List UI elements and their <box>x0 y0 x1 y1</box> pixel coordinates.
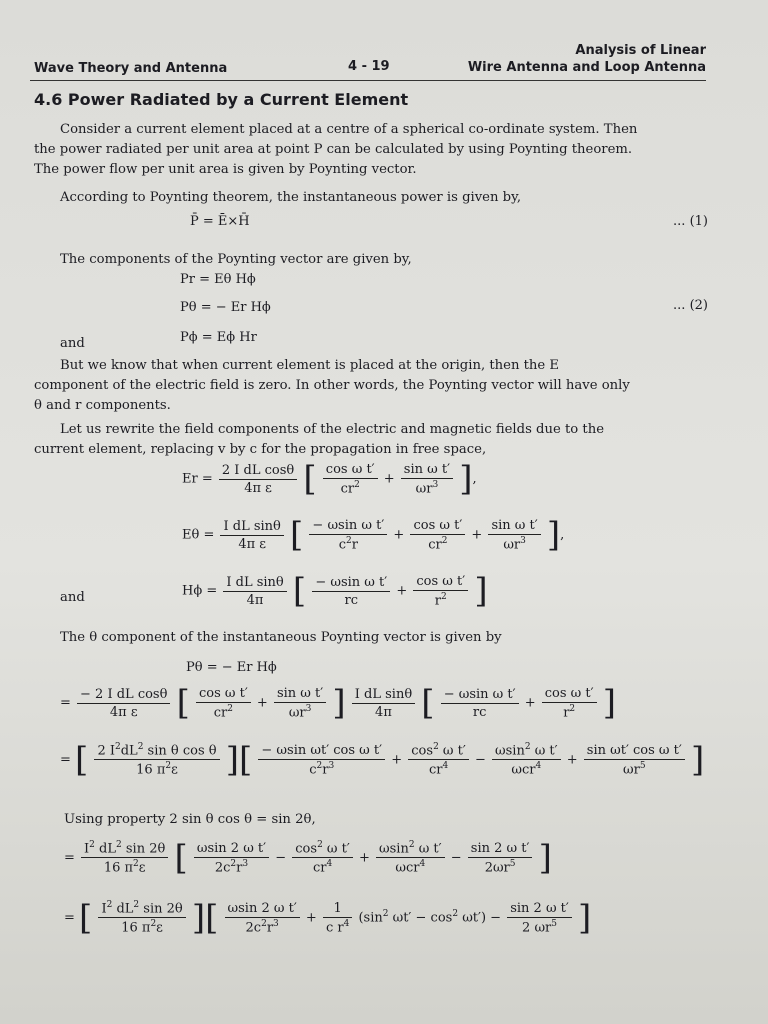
expansion-line-1: = $\frac{\text{− 2 I dL cosθ}}{\text{4π ε}}$ [ $\frac{\text{cos ω t′}}{cr^2}$ + $\frac{\text{sin ω t′}}{\omega r^3}$ ] $\frac{\text{I dL sinθ}}{4\pi}$ [ $\frac{\text{− ωsin ω t′}}{rc}$ + $\frac{\text{cos ω t′}}{r^2}$ ] <box>60 683 616 724</box>
and-label: and <box>60 336 85 351</box>
fraction: $\frac{\text{I dL sinθ}}{4\pi}$ <box>223 575 286 608</box>
paragraph-line: Using property 2 sin θ cos θ = sin 2θ, <box>64 812 316 827</box>
fraction: $\frac{\text{sin 2 ω t′}}{2\omega r^5}$ <box>468 841 533 875</box>
fraction: $\frac{\text{sin 2 ω t′}}{2 \omega r^5}$ <box>507 901 572 935</box>
expansion-line-4: = [ $\frac{I^2 dL^2 \sin 2\theta}{16 \pi^2\varepsilon}$ ][ $\frac{\text{ωsin 2 ω t′}}{2c^2r^3}$ + $\frac{1}{c r^4}$ ($\sin^2$ $\omega t' - \cos^2 \omega t'$) − $\frac{\text{sin 2 ω t′}}{2 \omega r^5}$ ] <box>64 897 592 938</box>
fraction: $\frac{1}{c r^4}$ <box>323 901 352 935</box>
fraction: $\frac{\cos^2 \omega t'}{cr^4}$ <box>292 840 353 876</box>
fraction: $\frac{\text{2 I dL cosθ}}{\text{4π ε}}$ <box>219 463 297 496</box>
equation-number-2: ... (2) <box>673 298 708 313</box>
fraction: $\frac{2 I^2dL^2 \sin \theta \cos \theta}{16 \pi^2\varepsilon}$ <box>94 742 219 778</box>
equation-number-1: ... (1) <box>673 214 708 229</box>
page-header <box>30 34 706 81</box>
equation-pphi: Pϕ = Eϕ Hr <box>180 330 257 345</box>
fraction: $\frac{I^2 dL^2 \sin 2\theta}{16 \pi^2\varepsilon}$ <box>98 900 185 936</box>
chapter-title <box>468 42 706 76</box>
fraction: $\frac{\text{− ωsin ω t′}}{rc}$ <box>312 575 390 608</box>
fraction: $\frac{\text{sin ωt′ cos ω t′}}{\omega r^5}$ <box>584 743 685 777</box>
paragraph-line: component of the electric field is zero. In other words, the Poynting vector will have only <box>34 378 630 393</box>
fraction: $\frac{\text{− ωsin ω t′}}{rc}$ <box>441 687 519 720</box>
paragraph-line: Let us rewrite the field components of the electric and magnetic fields due to the <box>60 422 605 437</box>
fraction: $\frac{\text{I dL sinθ}}{\text{4π ε}}$ <box>220 519 283 552</box>
equation-pr: Pr = Eθ Hϕ <box>180 272 256 287</box>
paragraph-line: current element, replacing v by c for the propagation in free space, <box>34 442 487 457</box>
fraction: $\frac{\text{sin ω t′}}{\omega r^3}$ <box>401 462 453 496</box>
paragraph-line: But we know that when current element is placed at the origin, then the E <box>60 358 560 373</box>
fraction: $\frac{\text{I dL sinθ}}{4\pi}$ <box>352 687 415 720</box>
fraction: $\frac{\text{cos ω t′}}{cr^2}$ <box>323 462 378 496</box>
paragraph-line: the power radiated per unit area at point P can be calculated by using Poynting theorem. <box>34 142 633 157</box>
paragraph-line: The components of the Poynting vector are given by, <box>60 252 412 267</box>
hphi-equation: Hϕ = $\frac{\text{I dL sinθ}}{4\pi}$ [ $\frac{\text{− ωsin ω t′}}{rc}$ + $\frac{\text{cos ω t′}}{r^2}$ ] <box>182 571 488 612</box>
fraction: $\frac{\text{− ωsin ωt′ cos ω t′}}{c^2r^3}$ <box>258 743 385 777</box>
paragraph-line: The power flow per unit area is given by Poynting vector. <box>34 162 417 177</box>
paragraph-line: According to Poynting theorem, the instantaneous power is given by, <box>60 190 522 205</box>
fraction: $\frac{\text{− ωsin ω t′}}{c^2r}$ <box>309 518 387 552</box>
fraction: $\frac{\omega\sin^2 \omega t'}{\omega cr^4}$ <box>492 742 561 778</box>
hphi-lhs: Hϕ = <box>182 583 218 599</box>
section-heading: 4.6 Power Radiated by a Current Element <box>34 90 409 109</box>
er-lhs: Er = <box>182 471 213 487</box>
fraction: $\frac{\text{− 2 I dL cosθ}}{\text{4π ε}}$ <box>77 687 170 720</box>
chapter-title-line2: Wire Antenna and Loop Antenna <box>467 60 706 75</box>
paragraph-line: Consider a current element placed at a centre of a spherical co-ordinate system. Then <box>60 122 638 137</box>
expansion-line-3: = $\frac{I^2 dL^2 \sin 2\theta}{16 \pi^2\varepsilon}$ [ $\frac{\text{ωsin 2 ω t′}}{2c^2r^3}$ − $\frac{\cos^2 \omega t'}{cr^4}$ + $\frac{\omega\sin^2 \omega t'}{\omega cr^4}$ − $\frac{\text{sin 2 ω t′}}{2\omega r^5}$ ] <box>64 837 552 878</box>
equation-ptheta-product: Pθ = − Er Hϕ <box>186 660 277 675</box>
fraction: $\frac{\text{cos ω t′}}{r^2}$ <box>542 686 597 720</box>
equation-ptheta: Pθ = − Er Hϕ <box>180 300 271 315</box>
etheta-equation: Eθ = $\frac{\text{I dL sinθ}}{\text{4π ε}}$ [ $\frac{\text{− ωsin ω t′}}{c^2r}$ + $\frac{\text{cos ω t′}}{cr^2}$ + $\frac{\text{sin ω t′}}{\omega r^3}$ ], <box>182 515 565 556</box>
and-label: and <box>60 590 85 605</box>
expansion-line-2: = [ $\frac{2 I^2dL^2 \sin \theta \cos \theta}{16 \pi^2\varepsilon}$ ][ $\frac{\text{− ωsin ωt′ cos ω t′}}{c^2r^3}$ + $\frac{\cos^2 \omega t'}{cr^4}$ − $\frac{\omega\sin^2 \omega t'}{\omega cr^4}$ + $\frac{\text{sin ωt′ cos ω t′}}{\omega r^5}$ ] <box>60 739 705 780</box>
chapter-title-line1: Analysis of Linear <box>575 43 706 58</box>
fraction: $\frac{\cos^2 \omega t'}{cr^4}$ <box>408 742 469 778</box>
fraction: $\frac{\text{sin ω t′}}{\omega r^3}$ <box>274 686 326 720</box>
paragraph-line: θ and r components. <box>34 398 171 413</box>
fraction: $\frac{\text{ωsin 2 ω t′}}{2c^2r^3}$ <box>225 901 300 935</box>
poynting-vector-equation: P̄ = Ē×H̄ <box>190 214 250 229</box>
fraction: $\frac{\text{cos ω t′}}{r^2}$ <box>413 574 468 608</box>
page-number: 4 - 19 <box>348 59 390 74</box>
fraction: $\frac{I^2 dL^2 \sin 2\theta}{16 \pi^2\varepsilon}$ <box>81 840 168 876</box>
er-equation: Er = $\frac{\text{2 I dL cosθ}}{\text{4π ε}}$ [ $\frac{\text{cos ω t′}}{cr^2}$ + $\frac{\text{sin ω t′}}{\omega r^3}$ ], <box>182 459 477 500</box>
fraction: $\frac{\text{sin ω t′}}{\omega r^3}$ <box>488 518 540 552</box>
fraction: $\frac{\text{cos ω t′}}{cr^2}$ <box>410 518 465 552</box>
etheta-lhs: Eθ = <box>182 527 215 543</box>
fraction: $\frac{\text{ωsin 2 ω t′}}{2c^2r^3}$ <box>194 841 269 875</box>
fraction: $\frac{\omega\sin^2 \omega t'}{\omega cr^4}$ <box>376 840 445 876</box>
paragraph-line: The θ component of the instantaneous Poynting vector is given by <box>60 630 502 645</box>
book-title: Wave Theory and Antenna <box>34 61 228 76</box>
fraction: $\frac{\text{cos ω t′}}{cr^2}$ <box>196 686 251 720</box>
